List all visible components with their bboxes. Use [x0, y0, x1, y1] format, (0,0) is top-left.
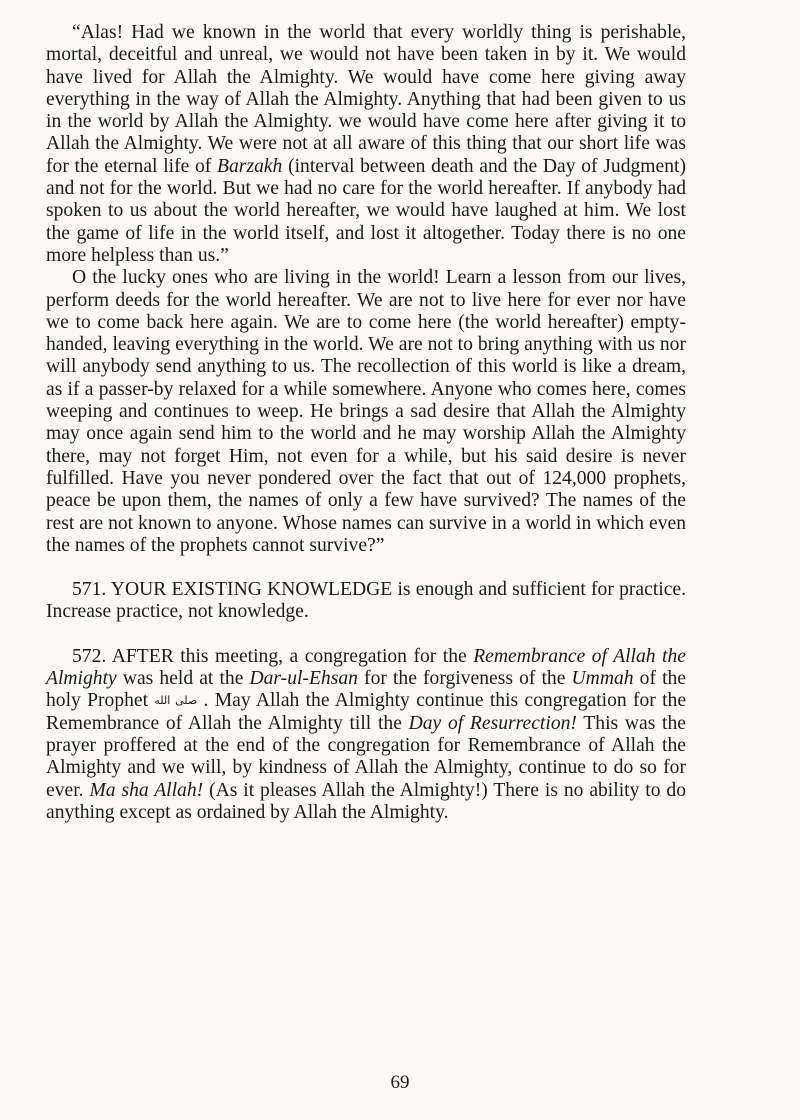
paragraph-text: “Alas! Had we known in the world that every worldly thing is perishable, mortal, deceitful and unreal, we would not have been taken in by it. We would have lived for Allah the Almighty. We would have come here giving away everything in the way of Allah the Almighty. Anything that had been given to us in the world by Allah the Almighty. we would have come here after giving it to Allah the Almighty. We were not at all aware of this thing that our short life was for the eternal life of [46, 22, 686, 177]
page-number: 69 [390, 1072, 410, 1093]
salutation-seal: صلی الله [154, 694, 198, 708]
italic-term: Remembrance of Allah the Almighty [46, 645, 686, 690]
section-number: 571. [72, 579, 107, 601]
section-number: 572. [72, 645, 107, 667]
section-text: This was the prayer proffered at the end of the congregation for Remembrance of Allah the Almighty and we will, by kindness of Allah the Almighty, continue to do so for ever. [46, 712, 686, 801]
section-text: of the holy Prophet [46, 668, 687, 712]
italic-term: Ummah [571, 668, 634, 690]
paragraph-quote-1 [46, 22, 686, 267]
italic-term: Dar-ul-Ehsan [249, 668, 358, 690]
section-572 [46, 646, 686, 824]
paragraph-quote-2: O the lucky ones who are living in the world! Learn a lesson from our lives, perform deeds for the world hereafter. We are not to live here for ever nor have we to come back here again. We are to come here (the world hereafter) empty-handed, leaving everything in the world. We are not to bring anything with us nor will anybody send anything to us. The recollection of this world is like a dream, as if a passer-by relaxed for a while somewhere. Anyone who comes here, comes weeping and continues to weep. He brings a sad desire that Allah the Almighty may once again send him to the world and he may worship Allah the Almighty there, may not forget Him, not even for a while, but his said desire is never fulfilled. Have you never pondered over the fact that out of 124,000 prophets, peace be upon them, the names of only a few have survived? The names of the rest are not known to anyone. Whose names can survive in a world in which even the names of the prophets cannot survive?” [46, 267, 686, 556]
section-text: was held at the [116, 668, 250, 690]
section-571 [46, 579, 686, 624]
paragraph-text: (interval between death and the Day of Judgment) and not for the world. But we had no care for the world hereafter. If anybody had spoken to us about the world hereafter, we would have laughed at him. We lost the game of life in the world itself, and lost it altogether. Today there is no one more helpless than us.” [46, 155, 686, 266]
section-text: is enough and sufficient for practice. Increase practice, not knowledge. [46, 579, 686, 623]
italic-term: Barzakh [217, 155, 283, 177]
section-text: for the forgiveness of the [357, 668, 572, 690]
section-text: (As it pleases Allah the Almighty!) There is no ability to do anything except as ordained by Allah the Almighty. [46, 779, 686, 823]
italic-term: Ma sha Allah! [89, 779, 204, 801]
page-body [46, 22, 686, 824]
section-heading: AFTER [111, 645, 174, 667]
section-text: . May Allah the Almighty continue this congregation for the Remembrance of Allah the Almighty till the [46, 690, 687, 734]
italic-term: Day of Resurrection! [408, 712, 577, 734]
section-text: this meeting, a congregation for the [173, 645, 474, 667]
section-heading: YOUR EXISTING KNOWLEDGE [110, 579, 393, 601]
